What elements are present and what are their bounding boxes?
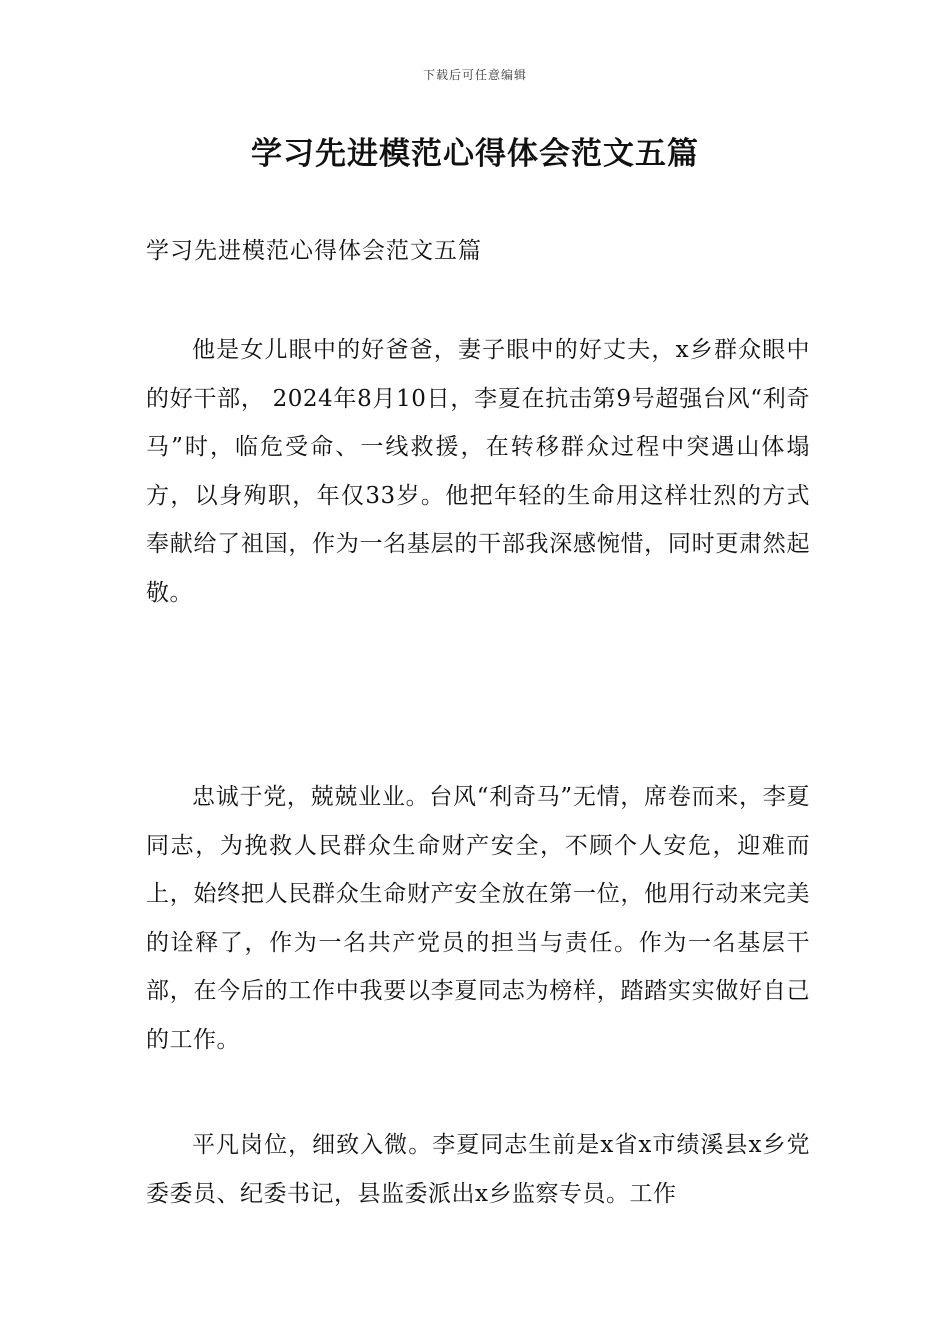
paragraph: 平凡岗位，细致入微。李夏同志生前是x省x市绩溪县x乡党委委员、纪委书记，县监委派出x乡监察专员。工作 [146, 1132, 810, 1207]
paragraph: 他是女儿眼中的好爸爸，妻子眼中的好丈夫，x乡群众眼中的好干部， 2024年8月10日，李夏在抗击第9号超强台风“利奇马”时，临危受命、一线救援，在转移群众过程中突遇山体塌方，以身殉职，年仅33岁。他把年轻的生命用这样壮烈的方式奉献给了祖国，作为一名基层的干部我深感惋惜，同时更肃然起敬。 [146, 337, 810, 606]
paragraph: 忠诚于党，兢兢业业。台风“利奇马”无情，席卷而来，李夏同志，为挽救人民群众生命财产安全，不顾个人安危，迎难而上，始终把人民群众生命财产安全放在第一位，他用行动来完美的诠释了，作为一名共产党员的担当与责任。作为一名基层干部，在今后的工作中我要以李夏同志为榜样，踏踏实实做好自己的工作。 [146, 784, 810, 1053]
header-note: 下载后可任意编辑 [422, 68, 527, 82]
document-title: 学习先进模范心得体会范文五篇 [251, 136, 699, 172]
document-subtitle: 学习先进模范心得体会范文五篇 [146, 238, 482, 264]
